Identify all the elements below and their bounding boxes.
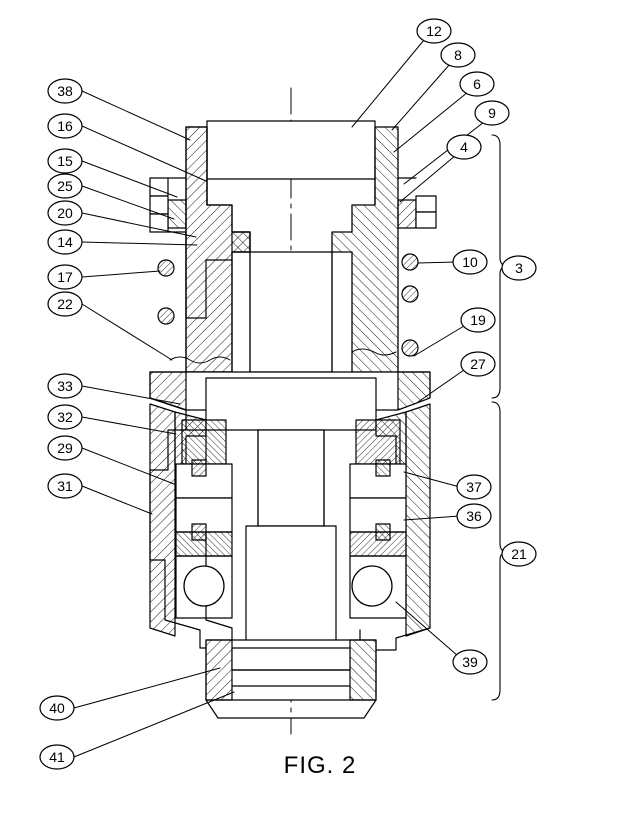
callout-label: 33	[57, 378, 73, 394]
callout-8	[441, 43, 475, 67]
callout-label: 3	[515, 260, 523, 276]
callout-label: 6	[473, 76, 481, 92]
callout-21	[502, 542, 536, 566]
callout-label: 25	[57, 178, 73, 194]
callout-15	[48, 149, 82, 173]
callout-label: 19	[470, 312, 486, 328]
callout-31	[48, 474, 82, 498]
bottom-cap-assembly	[206, 640, 376, 718]
callout-4	[447, 135, 481, 159]
callout-label: 21	[511, 546, 527, 562]
callout-label: 29	[57, 440, 73, 456]
callout-16	[48, 114, 82, 138]
callout-label: 16	[57, 118, 73, 134]
callout-33	[48, 374, 82, 398]
callout-label: 39	[462, 654, 478, 670]
callout-label: 22	[57, 296, 73, 312]
callout-27	[461, 352, 495, 376]
callout-40	[40, 696, 74, 720]
callout-36	[457, 504, 491, 528]
callout-label: 27	[470, 356, 486, 372]
callout-19	[461, 308, 495, 332]
callout-22	[48, 292, 82, 316]
callout-label: 8	[454, 47, 462, 63]
seal-rings-left	[158, 260, 174, 324]
callout-3	[502, 256, 536, 280]
callout-label: 12	[426, 23, 442, 39]
callout-label: 37	[466, 479, 482, 495]
upper-inner-bore	[250, 252, 332, 372]
callout-6	[460, 72, 494, 96]
callout-20	[48, 201, 82, 225]
callout-9	[475, 101, 509, 125]
callout-39	[453, 650, 487, 674]
callout-label: 20	[57, 205, 73, 221]
callout-label: 15	[57, 153, 73, 169]
callout-32	[48, 405, 82, 429]
callout-label: 32	[57, 409, 73, 425]
callout-12	[417, 19, 451, 43]
callout-29	[48, 436, 82, 460]
callout-25	[48, 174, 82, 198]
callout-label: 10	[462, 254, 478, 270]
callout-label: 31	[57, 478, 73, 494]
callout-label: 4	[460, 139, 468, 155]
callout-38	[48, 79, 82, 103]
callout-label: 40	[49, 700, 65, 716]
callout-10	[453, 250, 487, 274]
callout-label: 41	[49, 749, 65, 765]
bearing-pack-right	[350, 420, 406, 618]
callout-label: 9	[488, 105, 496, 121]
callout-37	[457, 475, 491, 499]
seal-rings-right	[402, 254, 418, 356]
figure-caption: FIG. 2	[283, 752, 357, 779]
bearing-pack-left	[176, 420, 232, 618]
lower-central-shaft	[246, 430, 336, 648]
callout-label: 38	[57, 83, 73, 99]
callout-label: 36	[466, 508, 482, 524]
callout-17	[48, 265, 82, 289]
callout-14	[48, 230, 82, 254]
callout-label: 17	[57, 269, 73, 285]
callout-label: 14	[57, 234, 73, 250]
